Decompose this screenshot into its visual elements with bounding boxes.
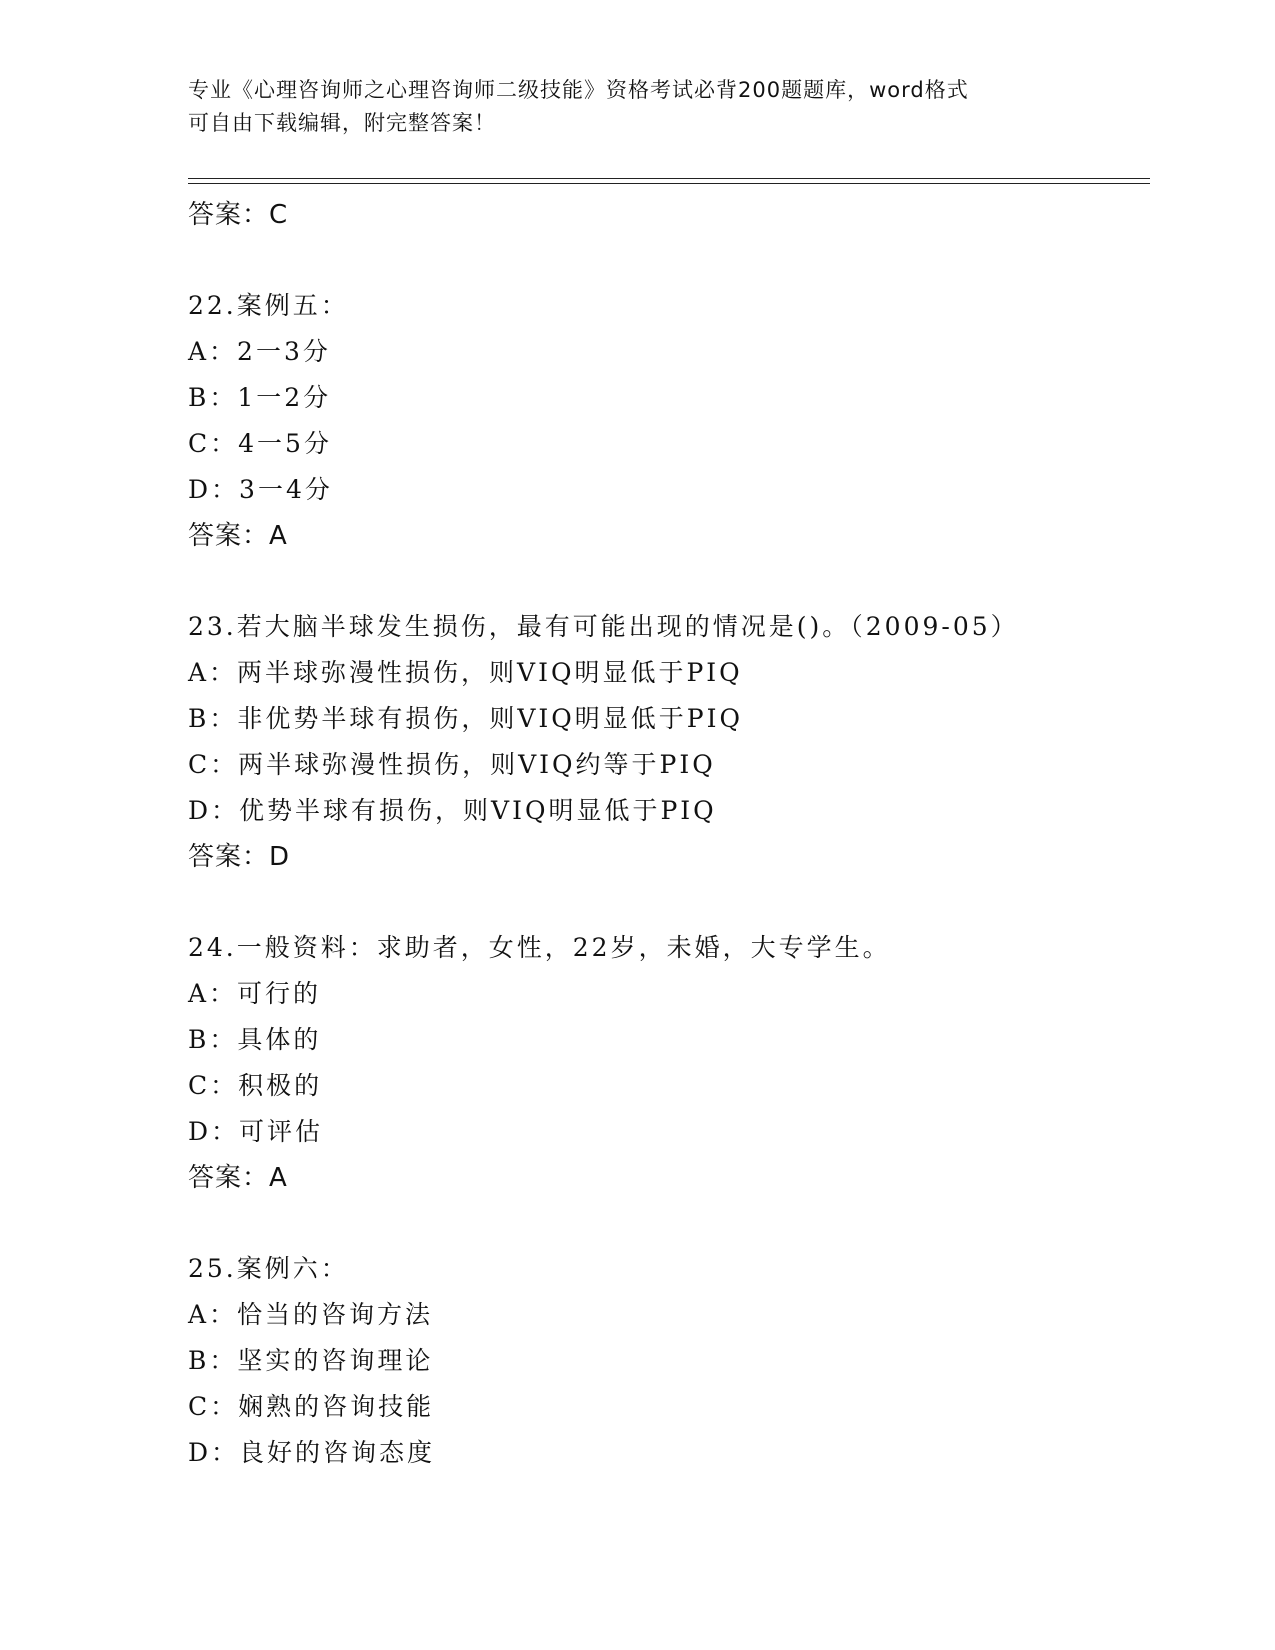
option-d: D：3一4分 [188,475,333,504]
option-c: C：娴熟的咨询技能 [188,1392,435,1421]
option-c: C：4一5分 [188,429,332,458]
answer-line: 答案：C [188,200,289,230]
option-a: A：2一3分 [188,337,331,366]
option-a: A：恰当的咨询方法 [188,1300,434,1329]
option-d: D：可评估 [188,1117,324,1146]
header-line-2: 可自由下载编辑，附完整答案！ [188,111,496,135]
question-stem: 25.案例六： [188,1254,349,1283]
option-b: B：坚实的咨询理论 [188,1346,434,1375]
header-divider-top [188,178,1150,179]
answer-line: 答案：A [188,521,288,551]
question-stem: 23.若大脑半球发生损伤，最有可能出现的情况是()。（2009-05） [188,612,1019,641]
spacer [188,559,1148,604]
option-b: B：具体的 [188,1025,322,1054]
header-line-1: 专业《心理咨询师之心理咨询师二级技能》资格考试必背200题题库，word格式 [188,78,969,102]
option-c: C：两半球弥漫性损伤，则VIQ约等于PIQ [188,750,716,779]
option-c: C：积极的 [188,1071,323,1100]
spacer [188,880,1148,925]
option-b: B：非优势半球有损伤，则VIQ明显低于PIQ [188,704,743,733]
spacer [188,1201,1148,1246]
question-block [188,1246,1148,1476]
question-block [188,283,1148,559]
question-stem: 22.案例五： [188,291,349,320]
question-block [188,925,1148,1201]
question-stem: 24.一般资料：求助者，女性，22岁，未婚，大专学生。 [188,933,891,962]
option-d: D：优势半球有损伤，则VIQ明显低于PIQ [188,796,717,825]
option-a: A：可行的 [188,979,322,1008]
question-list [188,192,1148,1476]
answer-line: 答案：A [188,1163,288,1193]
answer-line: 答案：D [188,842,291,872]
spacer [188,238,1148,283]
option-d: D：良好的咨询态度 [188,1438,436,1467]
document-header [188,74,1088,140]
header-divider-bottom [188,183,1150,184]
question-block [188,604,1148,880]
option-a: A：两半球弥漫性损伤，则VIQ明显低于PIQ [188,658,743,687]
option-b: B：1一2分 [188,383,332,412]
